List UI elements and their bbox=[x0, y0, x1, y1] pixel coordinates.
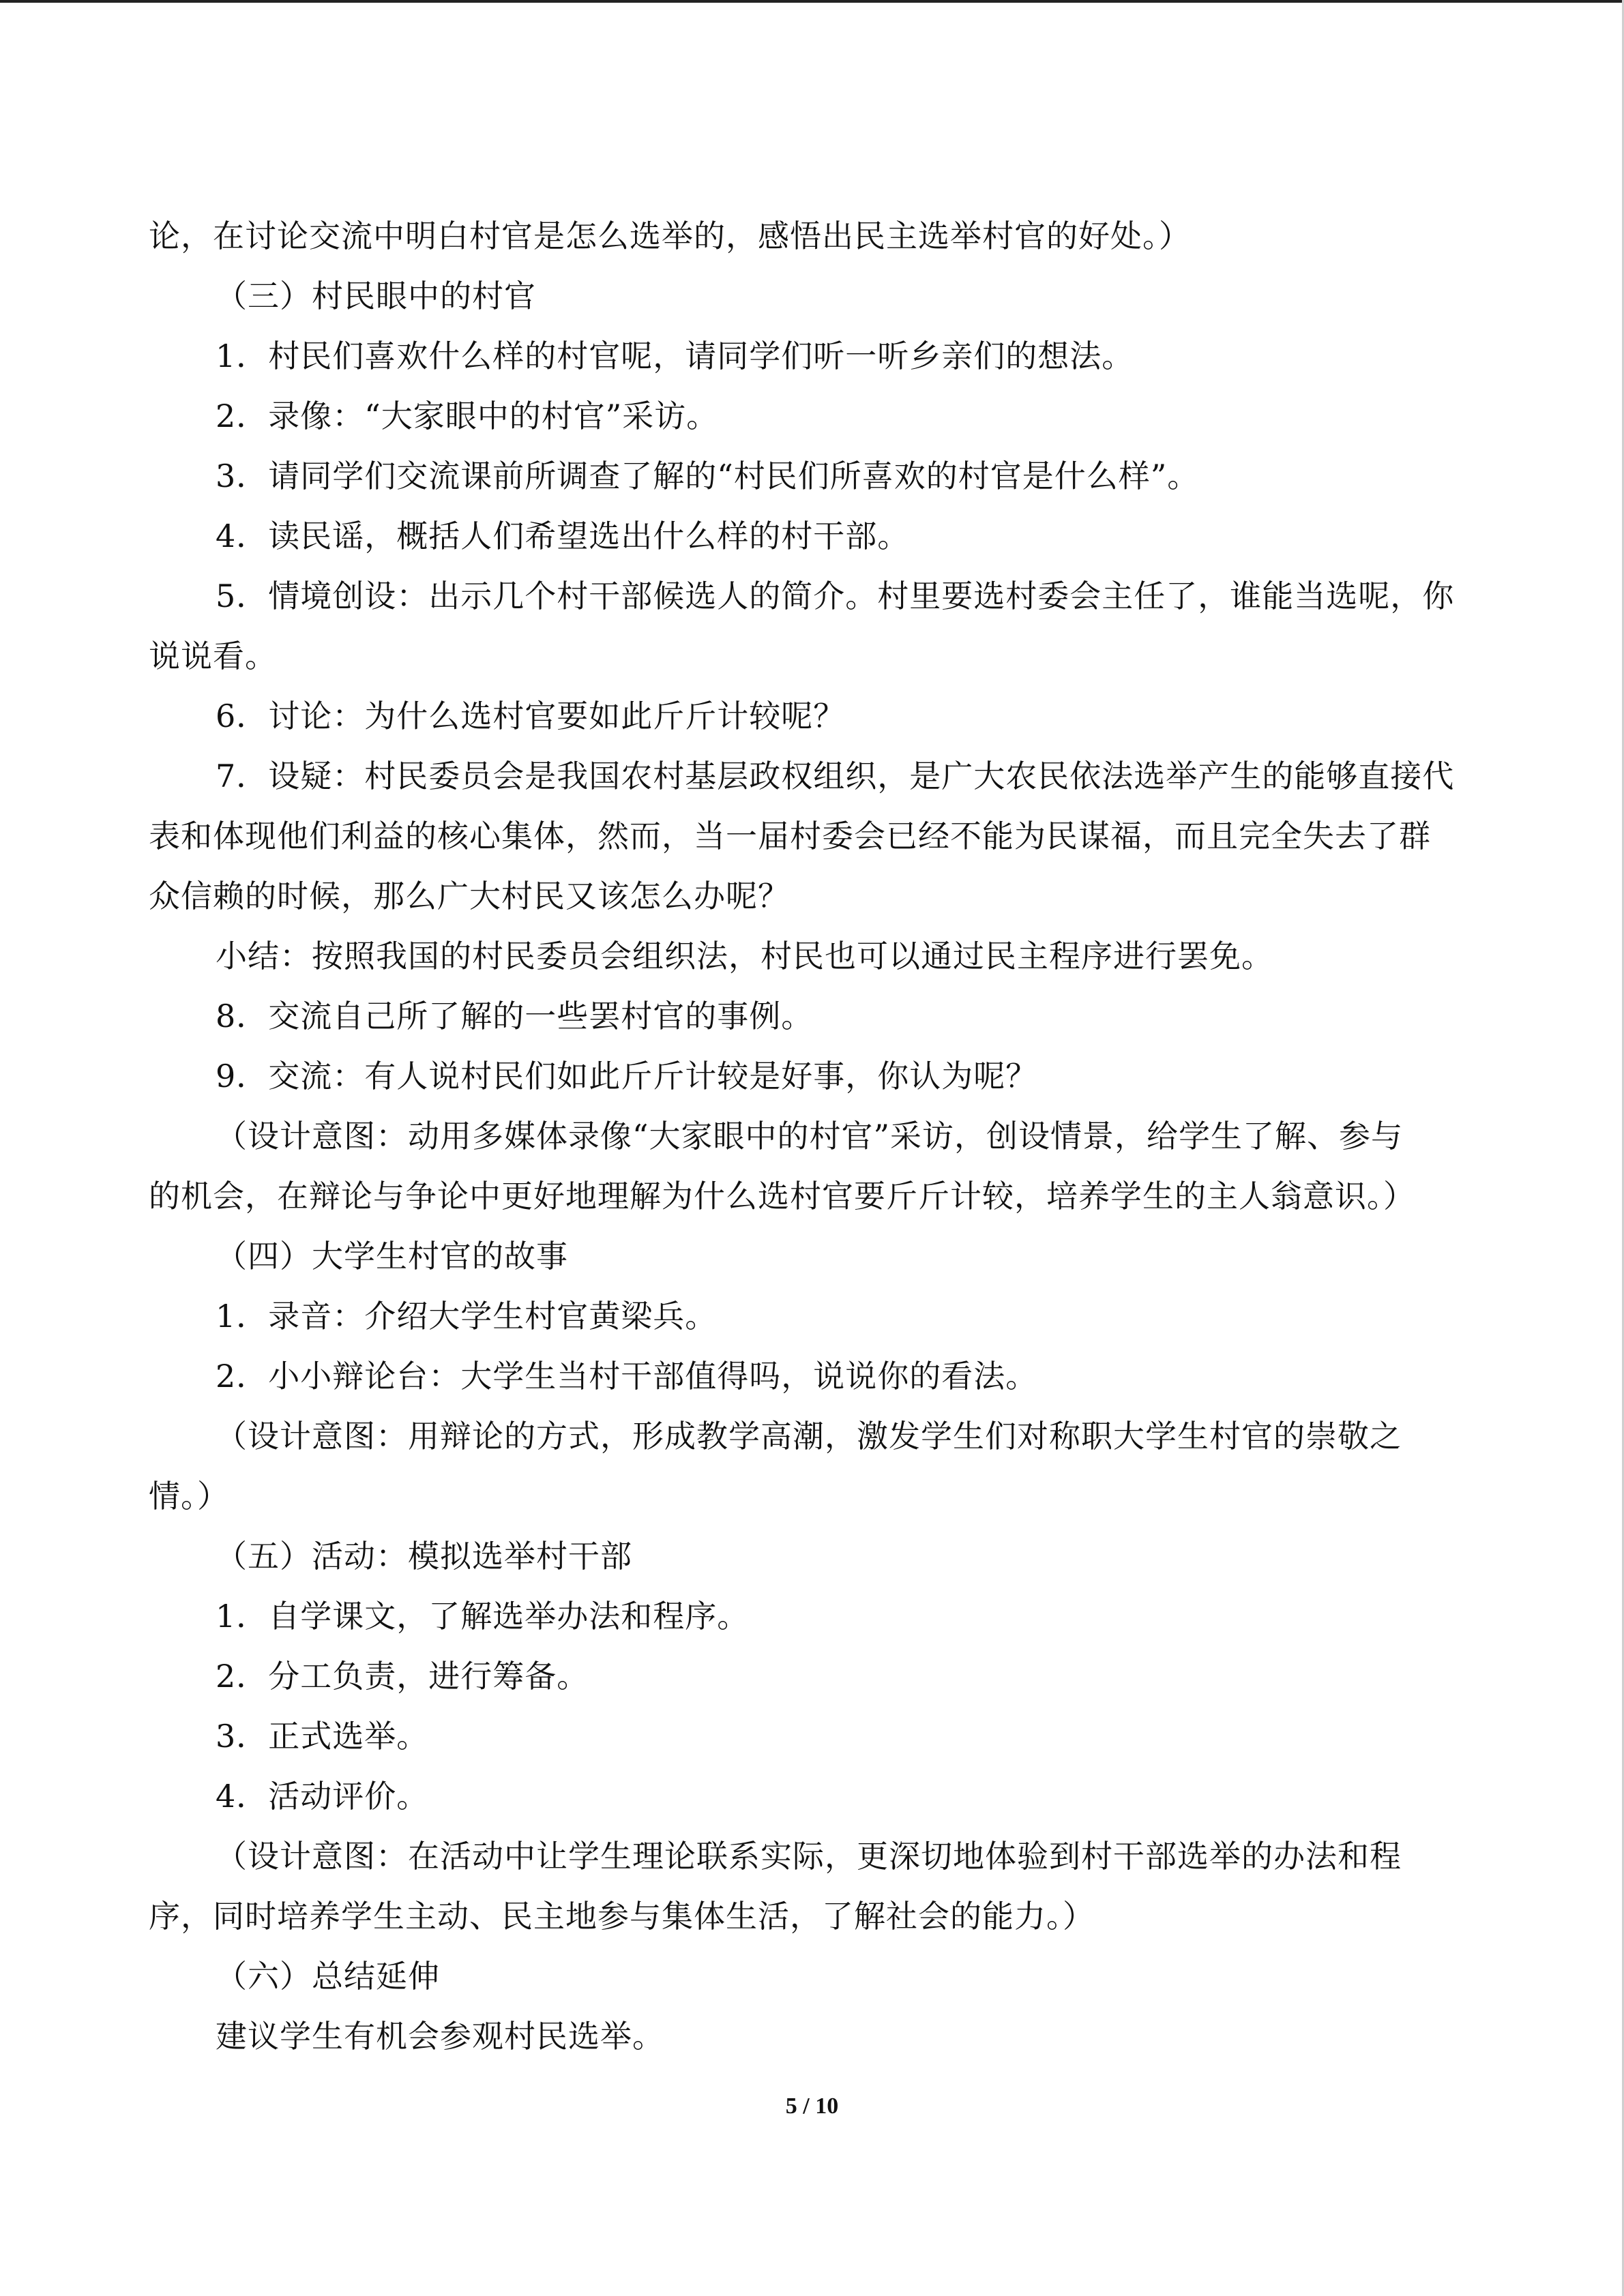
paragraph-line: 的机会，在辩论与争论中更好地理解为什么选村官要斤斤计较，培养学生的主人翁意识。） bbox=[149, 1178, 1415, 1214]
design-note: （设计意图：用辩论的方式，形成教学高潮，激发学生们对称职大学生村官的崇敬之 bbox=[216, 1418, 1402, 1455]
paragraph-line: 表和体现他们利益的核心集体，然而，当一届村委会已经不能为民谋福，而且完全失去了群 bbox=[149, 818, 1431, 854]
list-item: 4．活动评价。 bbox=[216, 1778, 429, 1815]
paragraph-line: 众信赖的时候，那么广大村民又该怎么办呢？ bbox=[149, 878, 790, 914]
top-border-line bbox=[0, 0, 1624, 3]
paragraph-line: 说说看。 bbox=[149, 638, 277, 674]
list-item: 3．正式选举。 bbox=[216, 1718, 429, 1755]
list-item: 1．录音：介绍大学生村官黄梁兵。 bbox=[216, 1298, 718, 1335]
list-item: 6．讨论：为什么选村官要如此斤斤计较呢？ bbox=[216, 698, 846, 734]
section-heading: （五）活动：模拟选举村干部 bbox=[216, 1538, 632, 1575]
list-item: 2．小小辩论台：大学生当村干部值得吗，说说你的看法。 bbox=[216, 1358, 1038, 1395]
list-item: 7．设疑：村民委员会是我国农村基层政权组织，是广大农民依法选举产生的能够直接代 bbox=[216, 758, 1455, 794]
design-note: （设计意图：在活动中让学生理论联系实际，更深切地体验到村干部选举的办法和程 bbox=[216, 1838, 1402, 1875]
list-item: 2．分工负责，进行筹备。 bbox=[216, 1658, 589, 1695]
list-item: 3．请同学们交流课前所调查了解的“村民们所喜欢的村官是什么样”。 bbox=[216, 458, 1200, 494]
list-item: 9．交流：有人说村民们如此斤斤计较是好事，你认为呢？ bbox=[216, 1058, 1038, 1094]
list-item: 1．自学课文，了解选举办法和程序。 bbox=[216, 1598, 750, 1635]
summary-line: 小结：按照我国的村民委员会组织法，村民也可以通过民主程序进行罢免。 bbox=[216, 938, 1273, 974]
list-item: 1．村民们喜欢什么样的村官呢，请同学们听一听乡亲们的想法。 bbox=[216, 338, 1134, 374]
section-heading: （四）大学生村官的故事 bbox=[216, 1238, 568, 1274]
page-number: 5 / 10 bbox=[785, 2093, 839, 2119]
list-item: 8．交流自己所了解的一些罢村官的事例。 bbox=[216, 998, 814, 1034]
list-item: 5．情境创设：出示几个村干部候选人的简介。村里要选村委会主任了，谁能当选呢，你 bbox=[216, 578, 1455, 614]
design-note: （设计意图：动用多媒体录像“大家眼中的村官”采访，创设情景，给学生了解、参与 bbox=[216, 1118, 1404, 1154]
section-heading: （三）村民眼中的村官 bbox=[216, 278, 536, 314]
paragraph-line: 序，同时培养学生主动、民主地参与集体生活，了解社会的能力。） bbox=[149, 1898, 1095, 1935]
paragraph-line: 论，在讨论交流中明白村官是怎么选举的，感悟出民主选举村官的好处。） bbox=[149, 218, 1191, 254]
section-heading: （六）总结延伸 bbox=[216, 1958, 440, 1995]
paragraph-line: 情。） bbox=[149, 1478, 229, 1515]
paragraph-line: 建议学生有机会参观村民选举。 bbox=[216, 2018, 664, 2055]
list-item: 4．读民谣，概括人们希望选出什么样的村干部。 bbox=[216, 518, 910, 554]
list-item: 2．录像：“大家眼中的村官”采访。 bbox=[216, 398, 719, 434]
